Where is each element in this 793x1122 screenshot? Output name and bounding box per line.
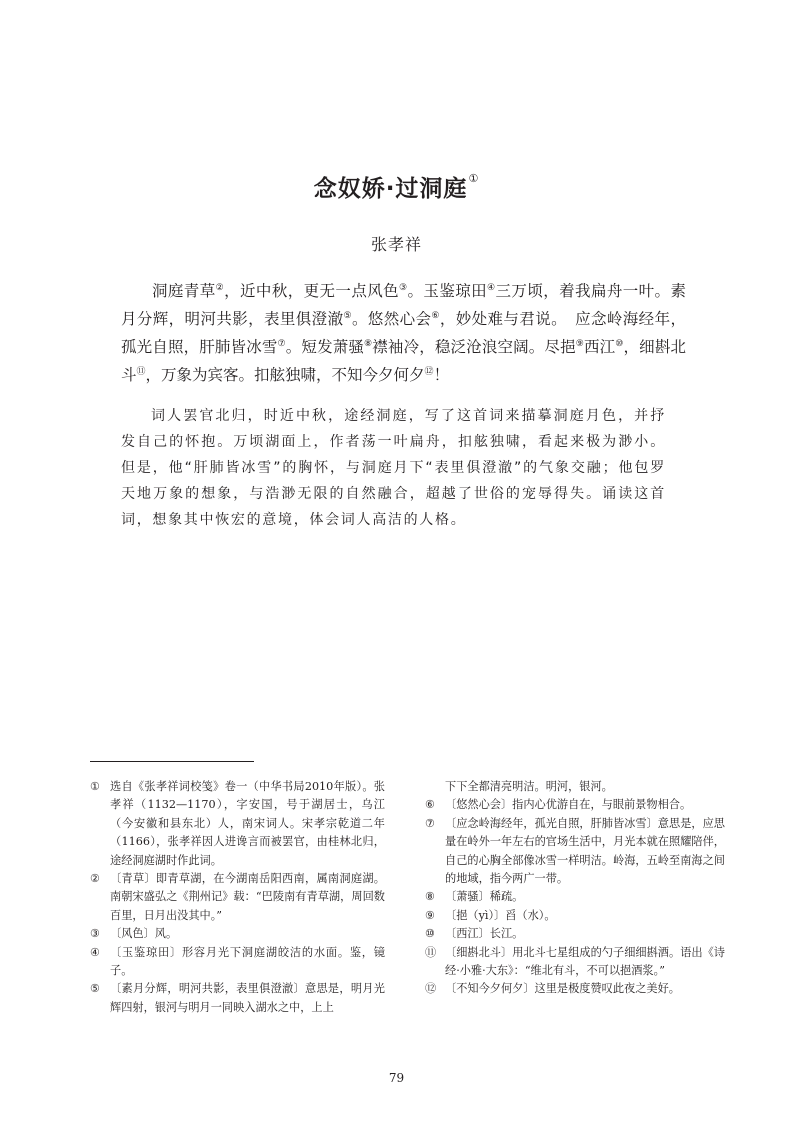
poem-text-segment: 西江	[583, 338, 616, 356]
author-name: 张孝祥	[370, 235, 422, 254]
poem-footnote-mark: ④	[487, 283, 496, 293]
footnote-item	[425, 944, 725, 981]
footnote-item	[425, 815, 725, 889]
poem-footnote-mark: ⑤	[343, 311, 352, 321]
footnote-number: ②	[90, 872, 101, 886]
poem-title	[0, 170, 793, 203]
poem-footnote-mark: ⑦	[277, 339, 286, 349]
footnote-number: ⑤	[90, 982, 101, 996]
poem-text-segment: 襟袖冷，稳泛沧浪空阔。尽挹	[372, 338, 576, 356]
poem-text-segment: ，细斟北斗	[121, 338, 686, 384]
footnote-item	[425, 778, 725, 796]
footnote-text: 选自《张孝祥词校笺》卷一（中华书局2010年版）。张孝祥（1132—1170），字安国，号于湖居士，乌江（今安徽和县东北）人，南宋词人。宋孝宗乾道二年（1166），张孝祥因人进谗言而被罢官，由桂林北归，途经洞庭湖时作此词。	[110, 780, 385, 867]
page-number: 79	[388, 1071, 405, 1085]
footnote-text: 〔西江〕长江。	[445, 927, 524, 941]
footnote-text: 〔萧骚〕稀疏。	[445, 890, 524, 904]
poem-text-segment: 。悠然心会	[351, 310, 432, 328]
poem-text-segment: 洞庭青草	[152, 282, 216, 300]
footnote-number: ①	[90, 780, 101, 793]
footnote-number: ⑫	[425, 982, 437, 996]
poem-text-segment: ！	[433, 366, 450, 384]
footnote-number: ⑨	[425, 908, 436, 922]
footnote-text: 下下全都清亮明洁。明河，银河。	[445, 780, 613, 793]
commentary-paragraph: 词人罢官北归，时近中秋，途经洞庭，写了这首词来描摹洞庭月色，并抒发自己的怀抱。万顷湖面上，作者荡一叶扁舟，扣舷独啸，看起来极为渺小。但是，他“肝肺皆冰雪”的胸怀，与洞庭月下“表里俱澄澈”的气象交融；他包罗天地万象的想象，与浩渺无限的自然融合，超越了世俗的宠辱得失。诵读这首词，想象其中恢宏的意境，体会词人高洁的人格。	[121, 408, 666, 528]
poem-footnote-mark: ②	[215, 283, 225, 293]
poem-text-segment: ，妙处难与君说。 应念岭海经年，孤光自照，肝肺皆冰雪	[121, 310, 686, 356]
footnote-item	[425, 796, 725, 814]
footnote-number: ⑧	[425, 890, 436, 904]
footnotes-left-column	[90, 778, 385, 1017]
footnote-item	[425, 888, 725, 906]
footnote-number: ⑥	[425, 798, 436, 812]
poem-footnote-mark: ③	[399, 283, 408, 293]
footnote-divider	[90, 761, 254, 762]
poem-text-segment: 三万顷，着我扁舟一叶。素月分辉，明河共影，表里俱澄澈	[121, 282, 686, 328]
footnote-text: 〔不知今夕何夕〕这里是极度赞叹此夜之美好。	[445, 982, 680, 996]
footnote-text: 〔风色〕风。	[110, 927, 178, 941]
poem-footnote-mark: ⑪	[136, 367, 146, 377]
footnote-number: ③	[90, 927, 101, 941]
footnote-item	[425, 925, 725, 943]
poem-text-segment: 。短发萧骚	[285, 338, 365, 356]
footnote-text: 〔悠然心会〕指内心优游自在，与眼前景物相合。	[445, 798, 692, 812]
footnotes-right-column	[425, 778, 725, 999]
footnote-item	[90, 925, 385, 943]
footnote-number: ⑩	[425, 927, 436, 941]
footnote-number	[425, 778, 445, 796]
poem-text-segment: ，近中秋，更无一点风色	[224, 282, 400, 300]
footnote-text: 〔素月分辉，明河共影，表里俱澄澈〕意思是，明月光辉四射，银河与明月一同映入湖水之中，上上	[110, 982, 385, 1014]
footnote-item	[425, 980, 725, 998]
title-footnote-mark: ①	[468, 172, 480, 185]
footnote-text: 〔应念岭海经年，孤光自照，肝肺皆冰雪〕意思是，应思量在岭外一年左右的官场生活中，月光本就在照耀陪伴，自己的心胸全部像冰雪一样明洁。岭海，五岭至南海之间的地域，指今两广一带。	[445, 816, 725, 886]
poem-footnote-mark: ⑫	[424, 367, 434, 377]
footnote-text: 〔挹（yì）〕舀（水）。	[445, 908, 556, 922]
footnote-item	[90, 778, 385, 870]
footnote-item	[90, 980, 385, 1017]
poem-footnote-mark: ⑩	[615, 339, 624, 349]
footnote-text: 〔玉鉴琼田〕形容月光下洞庭湖皎洁的水面。鉴，镜子。	[110, 945, 385, 978]
title-text: 念奴娇·过洞庭	[313, 176, 468, 202]
footnote-number: ⑦	[425, 816, 436, 830]
footnote-number: ⑪	[425, 945, 437, 959]
footnote-text: 〔细斟北斗〕用北斗七星组成的勺子细细斟酒。语出《诗经·小雅·大东》：“维北有斗，不可以挹酒浆。”	[445, 945, 725, 978]
poem-text-segment: ，万象为宾客。扣舷独啸，不知今夕何夕	[145, 366, 425, 384]
poem-text-segment: 。玉鉴琼田	[407, 282, 488, 300]
poem-footnote-mark: ⑥	[431, 311, 440, 321]
footnote-item	[425, 907, 725, 925]
footnote-item	[90, 944, 385, 981]
poem-body	[121, 276, 686, 388]
footnote-text: 〔青草〕即青草湖，在今湖南岳阳西南，属南洞庭湖。南朝宋盛弘之《荆州记》载：“巴陵南有青草湖，周回数百里，日月出没其中。”	[110, 872, 385, 922]
poem-footnote-mark: ⑧	[364, 339, 373, 349]
footnote-number: ④	[90, 945, 101, 959]
poem-footnote-mark: ⑨	[575, 339, 584, 349]
footnote-item	[90, 870, 385, 925]
